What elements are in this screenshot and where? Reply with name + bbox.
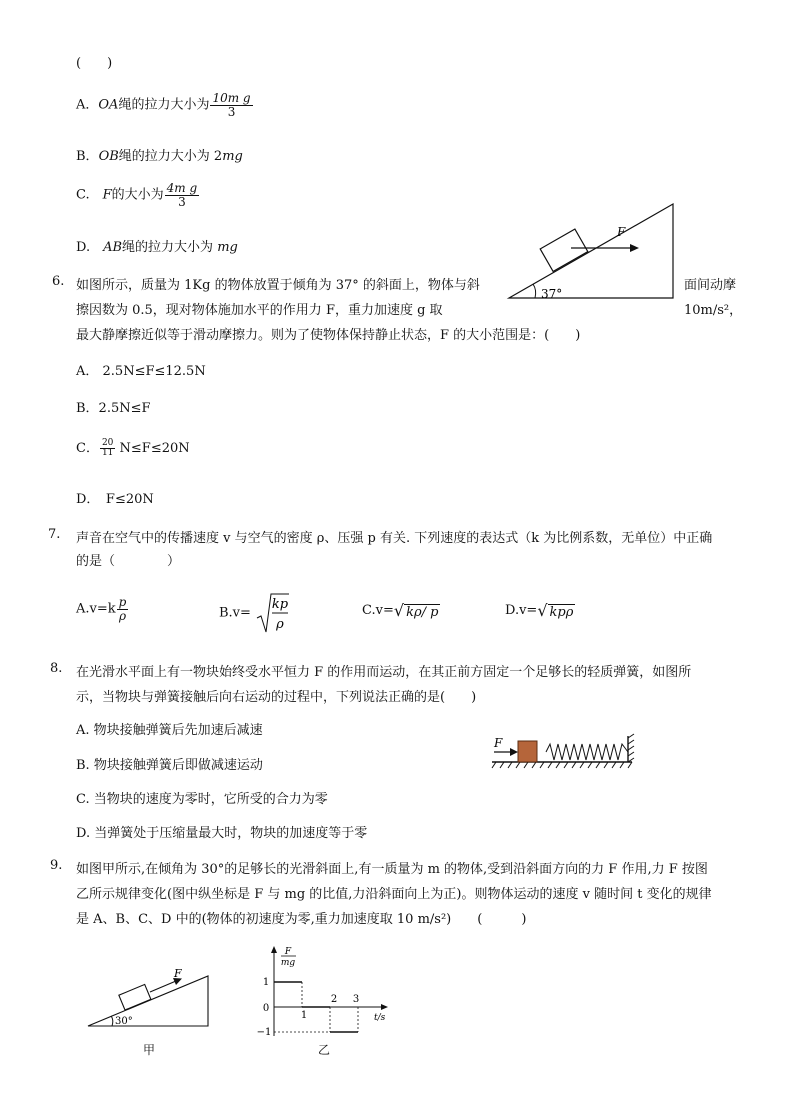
q9-stem-line-3: 是 A、B、C、D 中的(物体的初速度为零,重力加速度取 10 m/s²) ( ) xyxy=(76,912,527,927)
q9-figure-yi xyxy=(256,944,392,1038)
q7-option-c: C.v=√ kρ/ p xyxy=(362,601,439,620)
q5-option-d: D. AB绳的拉力大小为 mg xyxy=(76,240,238,255)
q6-incline-figure xyxy=(505,200,680,302)
q9-number: 9. xyxy=(50,858,63,873)
q9-yi-xtick-3: 3 xyxy=(352,994,360,1005)
q8-ground-hatch xyxy=(492,762,632,768)
q7-option-b-den: ρ xyxy=(276,617,284,632)
q6-number: 6. xyxy=(52,274,65,289)
q9-jia-angle-arc xyxy=(111,1016,113,1026)
q9-yi-caption: 乙 xyxy=(318,1043,331,1057)
q9-yi-ytick-1: 1 xyxy=(262,977,270,988)
q6-option-b: B．2.5N≤F xyxy=(76,401,151,416)
q9-jia-angle-label: 30° xyxy=(115,1016,133,1027)
q7-stem-line-1: 声音在空气中的传播速度 v 与空气的密度 ρ、压强 p 有关. 下列速度的表达式（k 为比例系数，无单位）中正确 xyxy=(76,531,713,546)
q9-figure-jia xyxy=(84,968,214,1032)
q9-yi-ytick-neg1: −1 xyxy=(256,1027,272,1038)
q6-stem-line-1-right: 面间动摩 xyxy=(684,278,737,293)
q8-number: 8. xyxy=(50,661,63,676)
q5-option-a: A．OA绳的拉力大小为 $\frac{\text{10m g}}{3}$ xyxy=(76,91,251,119)
q6-block xyxy=(540,229,588,271)
q6-stem-line-3: 最大静摩擦近似等于滑动摩擦力。则为了使物体保持静止状态，F 的大小范围是：( ) xyxy=(76,328,581,343)
q5-option-c: C. F的大小为 $\frac{\text{4m g}}{3}$ xyxy=(76,181,198,209)
q6-stem-line-2: 擦因数为 0.5，现对物体施加水平的作用力 F，重力加速度 g 取 xyxy=(76,303,443,318)
q7-option-d: D.v=√ kpρ xyxy=(505,601,574,620)
q7-option-a: A.v=k $\frac{p}{\rho}$ xyxy=(76,595,127,623)
q9-stem-line-1: 如图甲所示,在倾角为 30°的足够长的光滑斜面上,有一质量为 m 的物体,受到沿斜面方向的力 F 作用,力 F 按图 xyxy=(76,862,708,877)
q9-yi-xtick-2: 2 xyxy=(330,994,338,1005)
q6-stem-line-2-right: 10m/s²， xyxy=(684,303,743,318)
q8-option-c: C. 当物块的速度为零时，它所受的合力为零 xyxy=(76,792,328,807)
q6-stem-line-1: 如图所示，质量为 1Kg 的物体放置于倾角为 37° 的斜面上，物体与斜 xyxy=(76,278,480,293)
q8-block xyxy=(518,741,537,762)
q8-wall-hatch xyxy=(628,734,634,762)
q9-yi-y-arrow xyxy=(271,946,277,953)
q8-stem-line-1: 在光滑水平面上有一物块始终受水平恒力 F 的作用而运动，在其正前方固定一个足够长的轻质弹簧，如图所 xyxy=(76,665,692,680)
q8-option-b: B. 物块接触弹簧后即做减速运动 xyxy=(76,758,263,773)
q9-jia-caption: 甲 xyxy=(143,1043,156,1057)
q6-option-c: C． $\frac{20}{11}$ N≤F≤20N xyxy=(76,437,190,458)
q6-option-a: A． 2.5N≤F≤12.5N xyxy=(76,364,206,379)
q9-yi-ytick-0: 0 xyxy=(262,1003,270,1014)
q6-option-d: D． F≤20N xyxy=(76,492,154,507)
q6-arrow-head xyxy=(630,244,639,252)
q6-angle-arc xyxy=(533,284,536,298)
q5-option-b: B．OB绳的拉力大小为 2mg xyxy=(76,149,243,164)
q9-jia-force-label: F xyxy=(174,968,182,980)
q6-angle-label: 37° xyxy=(541,287,563,301)
q8-stem-line-2: 示，当物块与弹簧接触后向右运动的过程中，下列说法正确的是( ) xyxy=(76,690,477,705)
q8-arrow-head xyxy=(510,748,518,756)
q6-force-label: F xyxy=(617,225,626,239)
q9-yi-xlabel: t/s xyxy=(374,1013,386,1023)
q8-spring xyxy=(546,744,628,760)
q7-option-b: B.v= kp ρ xyxy=(219,592,289,634)
q9-yi-x-arrow xyxy=(381,1004,388,1010)
q7-number: 7. xyxy=(48,527,61,542)
q9-yi-ylabel-den: mg xyxy=(280,958,296,968)
q9-stem-line-2: 乙所示规律变化(图中纵坐标是 F 与 mg 的比值,力沿斜面向上为正)。则物体运动的速度 v 随时间 t 变化的规律 xyxy=(76,887,712,902)
q7-option-b-radical xyxy=(255,592,289,634)
q7-stem-line-2: 的是（ ） xyxy=(76,554,181,569)
q8-spring-figure xyxy=(488,728,640,776)
q9-yi-ylabel-num: F xyxy=(284,947,292,957)
q7-option-b-num: kp xyxy=(271,597,289,612)
q8-option-d: D. 当弹簧处于压缩量最大时，物块的加速度等于零 xyxy=(76,826,368,841)
q5-answer-paren: ( ) xyxy=(76,56,113,71)
q9-jia-force-arrow xyxy=(150,981,176,992)
q9-jia-block xyxy=(119,984,151,1010)
q8-force-label: F xyxy=(494,736,503,750)
q6-incline-triangle xyxy=(509,204,673,298)
q8-option-a: A. 物块接触弹簧后先加速后减速 xyxy=(76,723,263,738)
q9-yi-xtick-1: 1 xyxy=(300,1010,308,1021)
